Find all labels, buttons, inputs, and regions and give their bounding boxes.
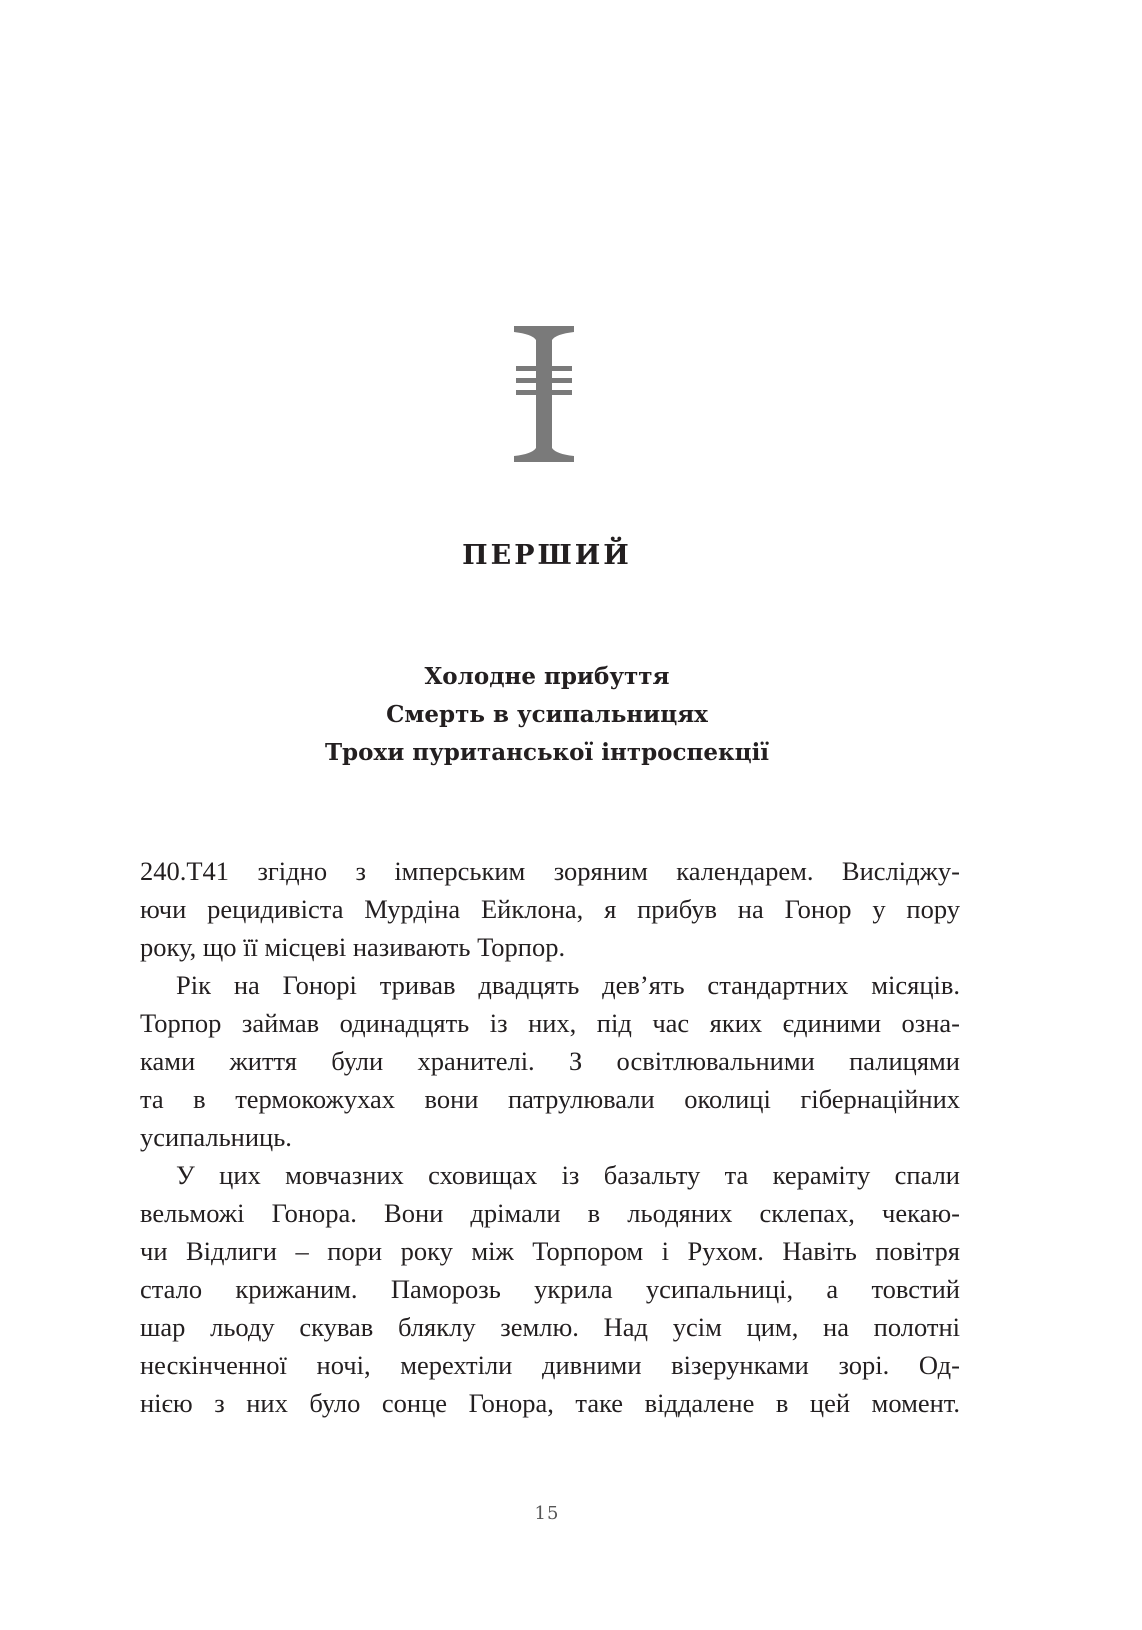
text-line: нією з них було сонце Гонора, таке віддалене в цей момент. [140,1388,960,1418]
text-line: та в термокожухах вони патрулювали околиці гібернаційних [140,1084,960,1114]
text-line: У цих мовчазних сховищах із базальту та кераміту спали [176,1160,960,1190]
text-line: стало крижаним. Паморозь укрила усипальниці, а товстий [140,1274,960,1304]
text-line: нескінченної ночі, мерехтіли дивними візерунками зорі. Од- [140,1350,960,1380]
text-line: Рік на Гонорі тривав двадцять дев’ять стандартних місяців. [176,970,960,1000]
contents-line: Смерть в усипальницях [386,701,708,728]
chapter-contents [0,658,1094,772]
body-text [140,852,960,1422]
text-line: вельможі Гонора. Вони дрімали в льодяних склепах, чекаю- [140,1198,960,1228]
contents-line: Холодне прибуття [424,663,670,690]
text-line: Торпор займав одинадцять із них, під час яких єдиними озна- [140,1008,960,1038]
text-line: ючи рецидивіста Мурдіна Ейклона, я прибув на Гонор у пору [140,894,960,924]
chapter-numeral-icon [512,326,576,462]
text-line: ками життя були хранителі. З освітлювальними палицями [140,1046,960,1076]
page-number: 15 [534,1503,560,1524]
text-line: 240.Т41 згідно з імперським зоряним календарем. Висліджу- [140,856,960,886]
text-line: чи Відлиги – пори року між Торпором і Рухом. Навіть повітря [140,1236,960,1266]
chapter-title: ПЕРШИЙ [462,540,632,571]
text-line: шар льоду скував бляклу землю. Над усім цим, на полотні [140,1312,960,1342]
contents-line: Трохи пуританської інтроспекції [324,739,770,766]
text-line: усипальниць. [140,1122,292,1152]
text-line: року, що її місцеві називають Торпор. [140,932,566,962]
